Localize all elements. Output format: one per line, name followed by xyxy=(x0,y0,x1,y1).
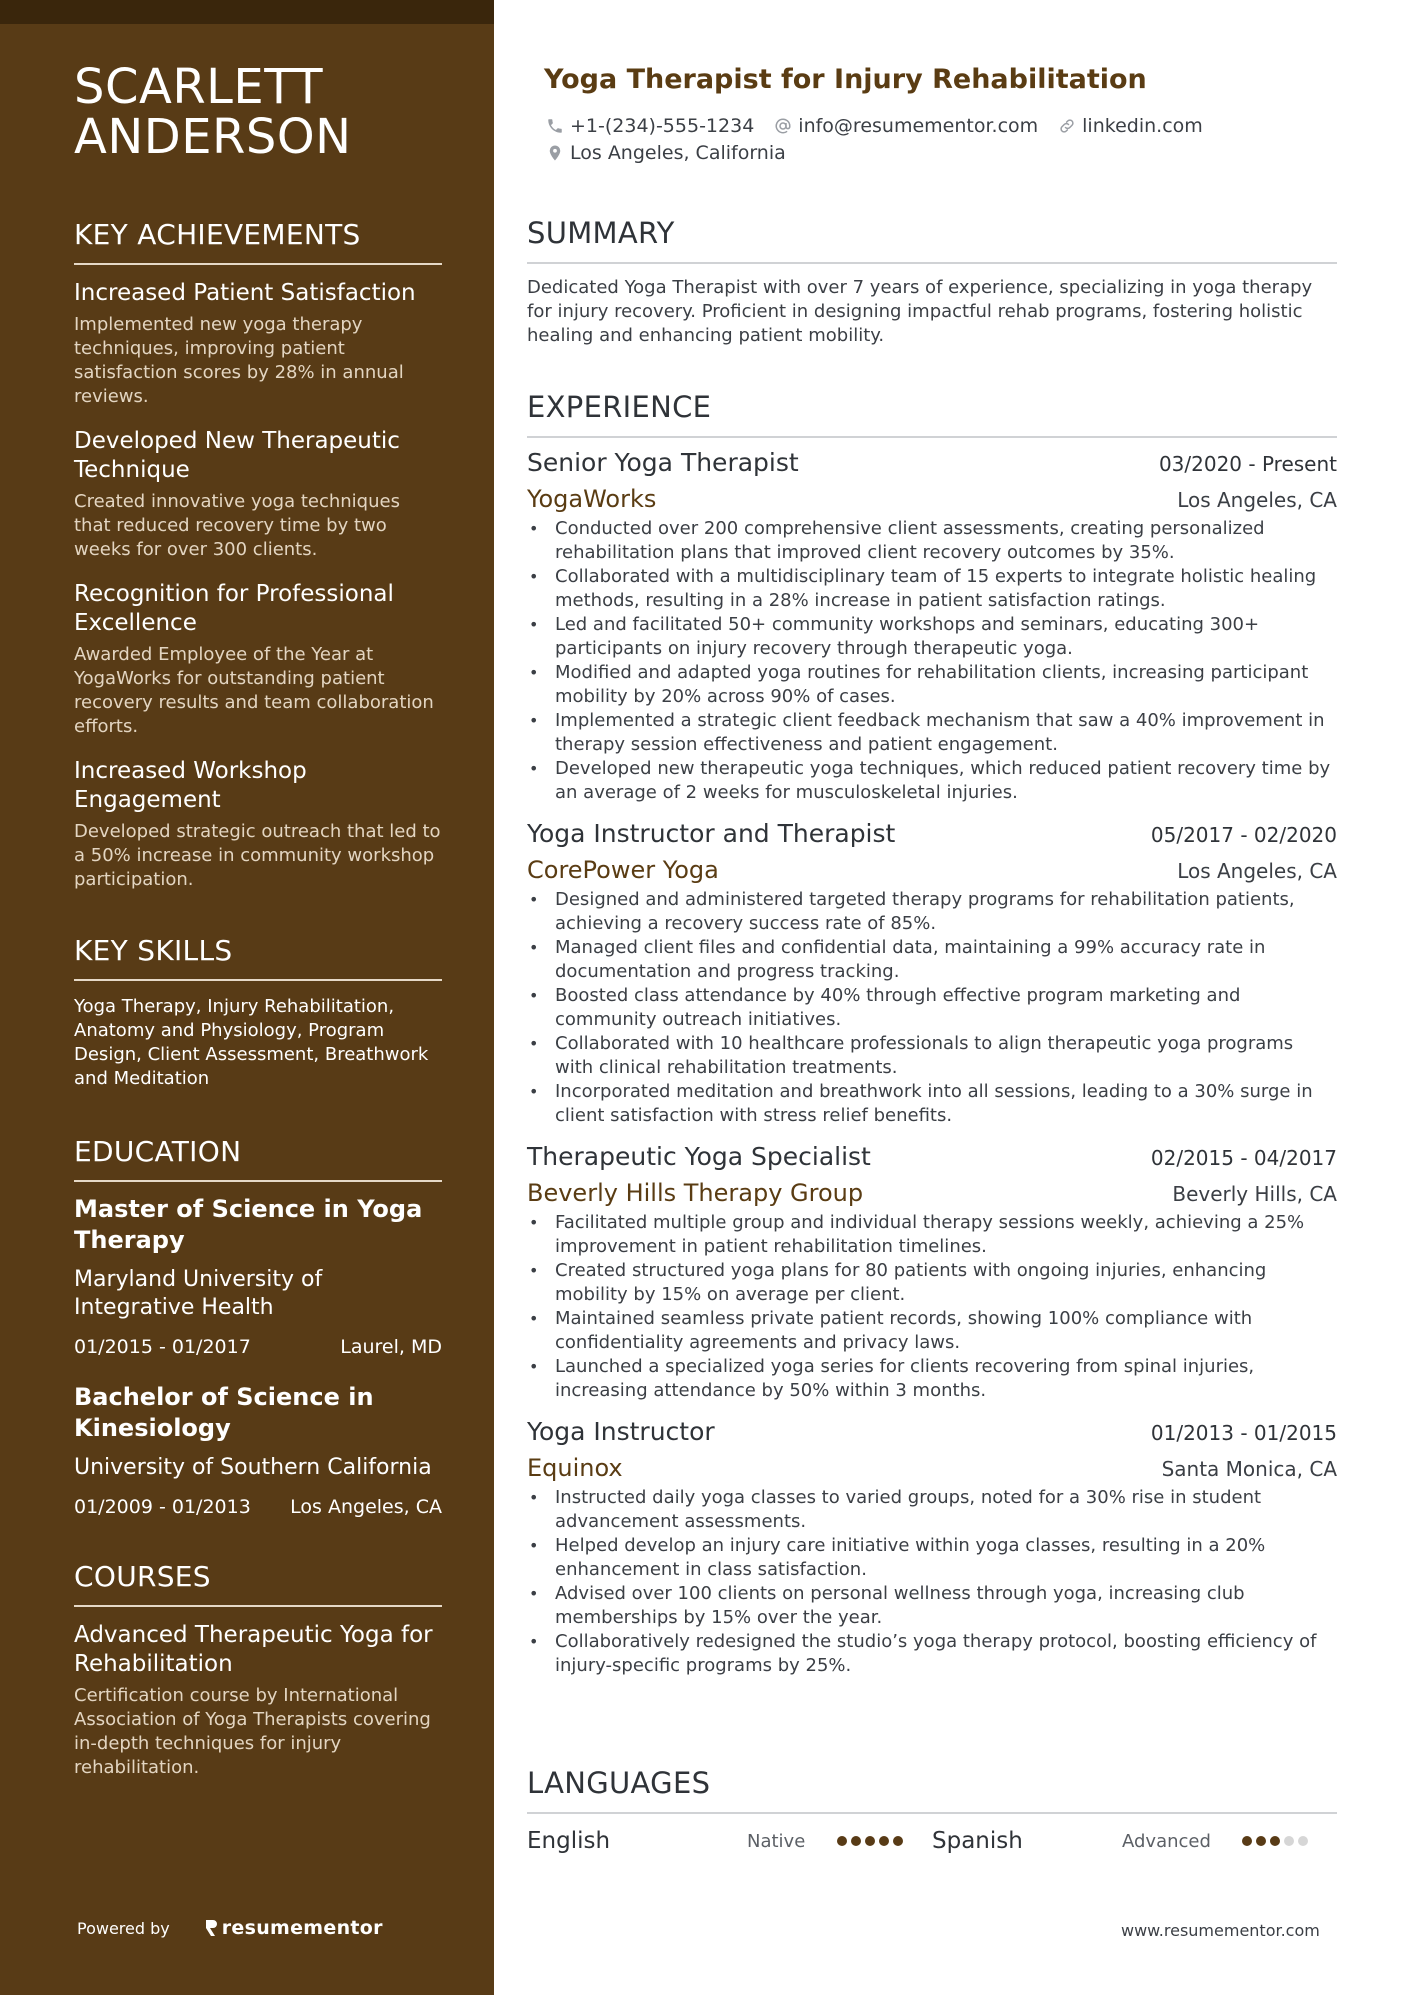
bullet-item: • Conducted over 200 comprehensive client assessments, creating personalized rehabilitation plans that improved client recovery outcomes by 35%. xyxy=(527,517,1337,565)
powered-by-label: Powered by xyxy=(77,1918,170,1938)
rating-dot-filled xyxy=(851,1836,861,1846)
location-text: Los Angeles, California xyxy=(570,141,786,164)
achievement-desc: Created innovative yoga techniques that reduced recovery time by two weeks for over 300 clients. xyxy=(74,491,400,560)
education-dates: 01/2015 - 01/2017 xyxy=(74,1336,251,1358)
achievement-item xyxy=(74,757,442,892)
achievements-heading: KEY ACHIEVEMENTS xyxy=(74,218,442,265)
job-entry xyxy=(527,1142,1337,1403)
sidebar xyxy=(0,0,494,1995)
languages-section xyxy=(527,1766,1337,1854)
job-bullets xyxy=(527,888,1337,1128)
job-location: Los Angeles, CA xyxy=(1177,859,1337,883)
language-name: Spanish xyxy=(932,1828,1023,1854)
brand-mark-icon xyxy=(204,1918,218,1938)
bullet-item: • Instructed daily yoga classes to varied groups, noted for a 30% rise in student advancement assessments. xyxy=(527,1486,1337,1534)
achievements-section xyxy=(74,218,442,892)
rating-dot-filled xyxy=(1256,1836,1266,1846)
job-location: Los Angeles, CA xyxy=(1177,488,1337,512)
achievement-desc: Awarded Employee of the Year at YogaWorks for outstanding patient recovery results and team collaboration efforts. xyxy=(74,644,434,737)
language-item xyxy=(527,1828,932,1854)
experience-heading: EXPERIENCE xyxy=(527,390,1337,438)
email[interactable] xyxy=(774,115,1038,137)
bullet-item: • Advised over 100 clients on personal wellness through yoga, increasing club memberships by 15% over the year. xyxy=(527,1582,1337,1630)
education-item xyxy=(74,1382,442,1518)
first-name: SCARLETT xyxy=(74,59,324,115)
language-level: Native xyxy=(747,1830,806,1852)
achievement-item xyxy=(74,427,442,562)
languages-heading: LANGUAGES xyxy=(527,1766,1337,1814)
website-link[interactable]: www.resumementor.com xyxy=(1121,1921,1320,1940)
contact-info xyxy=(546,112,1306,166)
phone-number: +1-(234)-555-1234 xyxy=(570,114,755,137)
rating-dot-filled xyxy=(879,1836,889,1846)
education-heading: EDUCATION xyxy=(74,1135,442,1182)
job-role: Yoga Instructor and Therapist xyxy=(527,819,896,848)
bullet-item: • Created structured yoga plans for 80 patients with ongoing injuries, enhancing mobility by 15% on average per client. xyxy=(527,1259,1337,1307)
school: University of Southern California xyxy=(74,1455,432,1480)
language-item xyxy=(932,1828,1337,1854)
location xyxy=(546,142,786,164)
skills-list: Yoga Therapy, Injury Rehabilitation, Anatomy and Physiology, Program Design, Client Assessment, Breathwork and Meditation xyxy=(74,996,429,1089)
brand-name: resumementor xyxy=(221,1917,383,1939)
achievement-title: Recognition for Professional Excellence xyxy=(74,581,394,636)
candidate-name xyxy=(74,59,442,165)
bullet-item: • Facilitated multiple group and individual therapy sessions weekly, achieving a 25% improvement in patient rehabilitation timelines. xyxy=(527,1211,1337,1259)
link-icon xyxy=(1058,117,1076,135)
rating-dot-filled xyxy=(865,1836,875,1846)
bullet-item: • Helped develop an injury care initiative within yoga classes, resulting in a 20% enhancement in class satisfaction. xyxy=(527,1534,1337,1582)
job-dates: 03/2020 - Present xyxy=(1158,452,1337,476)
rating-dot-filled xyxy=(1270,1836,1280,1846)
job-entry xyxy=(527,1417,1337,1678)
bullet-item: • Collaboratively redesigned the studio’s yoga therapy protocol, boosting efficiency of injury-specific programs by 25%. xyxy=(527,1630,1337,1678)
bullet-item: • Boosted class attendance by 40% through effective program marketing and community outreach initiatives. xyxy=(527,984,1337,1032)
course-item xyxy=(74,1621,442,1780)
linkedin-link: linkedin.com xyxy=(1082,114,1203,137)
job-dates: 02/2015 - 04/2017 xyxy=(1150,1146,1337,1170)
rating-dot-filled xyxy=(893,1836,903,1846)
phone[interactable] xyxy=(546,115,754,137)
achievement-item xyxy=(74,279,442,409)
education-location: Laurel, MD xyxy=(340,1336,442,1358)
job-location: Santa Monica, CA xyxy=(1161,1457,1337,1481)
job-dates: 01/2013 - 01/2015 xyxy=(1150,1421,1337,1445)
skills-heading: KEY SKILLS xyxy=(74,934,442,981)
skills-section xyxy=(74,934,442,1091)
rating-dot-filled xyxy=(1242,1836,1252,1846)
bullet-item: • Maintained seamless private patient records, showing 100% compliance with confidentiality agreements and privacy laws. xyxy=(527,1307,1337,1355)
bullet-item: • Launched a specialized yoga series for clients recovering from spinal injuries, increasing attendance by 50% within 3 months. xyxy=(527,1355,1337,1403)
bullet-item: • Managed client files and confidential data, maintaining a 99% accuracy rate in documentation and progress tracking. xyxy=(527,936,1337,984)
rating-dot-empty xyxy=(1284,1836,1294,1846)
achievement-title: Developed New Therapeutic Technique xyxy=(74,428,400,483)
sidebar-top-band xyxy=(0,0,494,24)
job-entry xyxy=(527,819,1337,1128)
bullet-item: • Led and facilitated 50+ community workshops and seminars, educating 300+ participants on injury recovery through therapeutic yoga. xyxy=(527,613,1337,661)
summary-section xyxy=(527,216,1337,348)
job-company: CorePower Yoga xyxy=(527,856,719,884)
headline: Yoga Therapist for Injury Rehabilitation xyxy=(544,64,1147,95)
courses-heading: COURSES xyxy=(74,1560,442,1607)
job-location: Beverly Hills, CA xyxy=(1172,1182,1337,1206)
email-address: info@resumementor.com xyxy=(798,114,1039,137)
bullet-item: • Collaborated with a multidisciplinary team of 15 experts to integrate holistic healing methods, resulting in a 28% increase in patient satisfaction ratings. xyxy=(527,565,1337,613)
job-company: YogaWorks xyxy=(527,485,657,513)
course-title: Advanced Therapeutic Yoga for Rehabilitation xyxy=(74,1622,433,1677)
bullet-item: • Implemented a strategic client feedback mechanism that saw a 40% improvement in therapy session effectiveness and patient engagement. xyxy=(527,709,1337,757)
achievement-title: Increased Patient Satisfaction xyxy=(74,280,416,306)
achievement-title: Increased Workshop Engagement xyxy=(74,758,307,813)
course-desc: Certification course by International Association of Yoga Therapists covering in-depth techniques for injury rehabilitation. xyxy=(74,1685,431,1778)
job-role: Senior Yoga Therapist xyxy=(527,448,799,477)
education-item xyxy=(74,1194,442,1358)
summary-heading: SUMMARY xyxy=(527,216,1337,264)
job-dates: 05/2017 - 02/2020 xyxy=(1150,823,1337,847)
job-company: Equinox xyxy=(527,1454,623,1482)
bullet-item: • Collaborated with 10 healthcare professionals to align therapeutic yoga programs with clinical rehabilitation treatments. xyxy=(527,1032,1337,1080)
experience-section xyxy=(527,390,1337,1678)
job-bullets xyxy=(527,1486,1337,1678)
language-rating xyxy=(837,1836,907,1846)
school: Maryland University of Integrative Health xyxy=(74,1267,323,1320)
education-location: Los Angeles, CA xyxy=(290,1496,442,1518)
last-name: ANDERSON xyxy=(74,109,352,165)
linkedin[interactable] xyxy=(1058,115,1203,137)
phone-icon xyxy=(546,117,564,135)
job-role: Therapeutic Yoga Specialist xyxy=(527,1142,871,1171)
rating-dot-empty xyxy=(1298,1836,1308,1846)
job-company: Beverly Hills Therapy Group xyxy=(527,1179,864,1207)
job-bullets xyxy=(527,1211,1337,1403)
achievement-item xyxy=(74,580,442,739)
education-dates: 01/2009 - 01/2013 xyxy=(74,1496,251,1518)
job-bullets xyxy=(527,517,1337,805)
location-pin-icon xyxy=(546,144,564,162)
degree: Master of Science in Yoga Therapy xyxy=(74,1195,423,1254)
bullet-item: • Modified and adapted yoga routines for rehabilitation clients, increasing participant mobility by 20% across 90% of cases. xyxy=(527,661,1337,709)
language-level: Advanced xyxy=(1122,1830,1211,1852)
rating-dot-filled xyxy=(837,1836,847,1846)
at-icon xyxy=(774,117,792,135)
powered-by xyxy=(77,1917,383,1939)
language-name: English xyxy=(527,1828,611,1854)
language-rating xyxy=(1242,1836,1312,1846)
summary-text: Dedicated Yoga Therapist with over 7 years of experience, specializing in yoga therapy for injury recovery. Proficient in designing impactful rehab programs, fostering holistic healing and enhancing patient mobility. xyxy=(527,277,1313,346)
degree: Bachelor of Science in Kinesiology xyxy=(74,1383,374,1442)
bullet-item: • Designed and administered targeted therapy programs for rehabilitation patients, achieving a recovery success rate of 85%. xyxy=(527,888,1337,936)
bullet-item: • Developed new therapeutic yoga techniques, which reduced patient recovery time by an average of 2 weeks for musculoskeletal injuries. xyxy=(527,757,1337,805)
brand-logo[interactable] xyxy=(204,1917,383,1939)
bullet-item: • Incorporated meditation and breathwork into all sessions, leading to a 30% surge in client satisfaction with stress relief benefits. xyxy=(527,1080,1337,1128)
job-role: Yoga Instructor xyxy=(527,1417,715,1446)
courses-section xyxy=(74,1560,442,1780)
job-entry xyxy=(527,448,1337,805)
achievement-desc: Developed strategic outreach that led to a 50% increase in community workshop participation. xyxy=(74,821,441,890)
achievement-desc: Implemented new yoga therapy techniques, improving patient satisfaction scores by 28% in annual reviews. xyxy=(74,314,404,407)
education-section xyxy=(74,1135,442,1518)
